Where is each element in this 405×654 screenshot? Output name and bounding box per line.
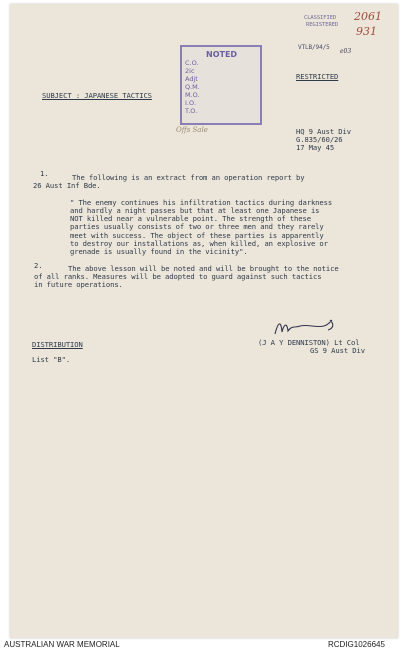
quote-line: to destroy our installations as, when killed, an explosive or	[70, 239, 328, 248]
quote-line: NOT killed near a vulnerable point. The strength of these	[70, 214, 311, 223]
stamp-row: I.O.	[185, 99, 196, 107]
stamp-row: Q.M.	[185, 83, 200, 91]
quote-line: meet with success. The object of these parties is apparently	[70, 231, 324, 240]
quote-line: and hardly a night passes but that at least one Japanese is	[70, 206, 320, 215]
stamp-row: T.O.	[185, 107, 198, 115]
headquarters: HQ 9 Aust Div	[296, 127, 351, 136]
signatory-appointment: GS 9 Aust Div	[310, 346, 365, 355]
stamp-row: C.O.	[185, 59, 199, 67]
archive-record-id: RCDIG1026645	[328, 640, 385, 649]
handwritten-number-bottom: 931	[356, 25, 377, 38]
corner-stamp-line1: CLASSIFIED	[304, 15, 337, 21]
handwritten-number-top: 2061	[354, 10, 382, 23]
paragraph-1-line: 26 Aust Inf Bde.	[33, 181, 101, 190]
corner-stamp-line2: REGISTERED	[306, 22, 339, 28]
signature-scrawl	[272, 316, 338, 340]
stamp-handwriting: Offs Sale	[176, 126, 208, 134]
signatory-name: (J A Y DENNISTON) Lt Col	[258, 338, 360, 347]
archive-credit: AUSTRALIAN WAR MEMORIAL	[4, 640, 120, 649]
quote-line: grenade is usually found in the vicinity".	[70, 247, 248, 256]
stamp-row: M.O.	[185, 91, 200, 99]
paragraph-2-line: of all ranks. Measures will be adopted to guard against such tactics	[34, 272, 322, 281]
document-date: 17 May 45	[296, 143, 335, 152]
stamp-row: 2ic	[185, 67, 195, 75]
stamp-title: NOTED	[206, 50, 238, 59]
paragraph-2-line: in future operations.	[34, 280, 123, 289]
paragraph-1-line: The following is an extract from an operation report by	[72, 173, 305, 182]
quote-line: " The enemy continues his infiltration tactics during darkness	[70, 198, 333, 207]
paragraph-1-number: 1.	[40, 169, 49, 178]
noted-stamp	[180, 45, 262, 125]
paragraph-2-number: 2.	[34, 261, 43, 270]
classification: RESTRICTED	[296, 72, 339, 81]
subject-heading: SUBJECT : JAPANESE TACTICS	[42, 91, 152, 100]
paragraph-2-line: The above lesson will be noted and will be brought to the notice	[68, 264, 339, 273]
distribution-heading: DISTRIBUTION	[32, 340, 83, 349]
file-reference: VTLB/94/5	[298, 44, 330, 51]
distribution-list: List "B".	[32, 355, 71, 364]
quote-line: parties usually consists of two or three men and they rarely	[70, 222, 324, 231]
reference-number: G.835/60/26	[296, 135, 343, 144]
file-reference-suffix: e03	[340, 48, 352, 55]
stamp-row: Adjt	[185, 75, 198, 83]
